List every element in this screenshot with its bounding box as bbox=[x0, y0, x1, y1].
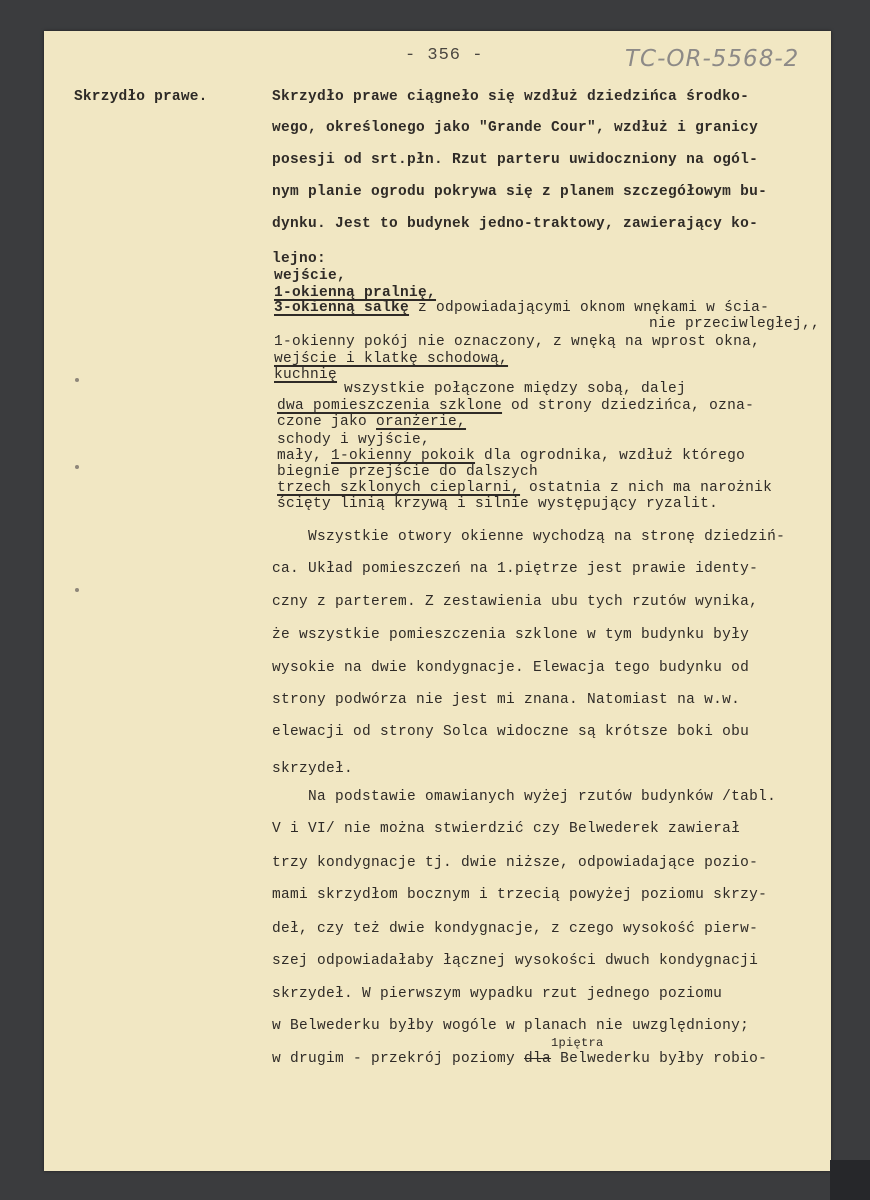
struck-word: dla bbox=[524, 1051, 552, 1067]
punch-hole bbox=[75, 378, 79, 382]
text-line: lejno: bbox=[272, 251, 327, 267]
text-line: deł, czy też dwie kondygnacje, z czego wysokość pierw- bbox=[272, 921, 759, 937]
text-line: mami skrzydłom bocznym i trzecią powyżej poziomu skrzy- bbox=[272, 887, 768, 903]
text-line: strony podwórza nie jest mi znana. Natomiast na w.w. bbox=[272, 692, 741, 708]
text-line: V i VI/ nie można stwierdzić czy Belwederek zawierał bbox=[272, 821, 741, 837]
room-entrance: wejście, bbox=[274, 268, 347, 284]
text-line: Skrzydło prawe ciągneło się wzdłuż dziedzińca środko- bbox=[272, 89, 750, 105]
text-line: wszystkie połączone między sobą, dalej bbox=[344, 381, 687, 397]
text-line: skrzydeł. W pierwszym wypadku rzut jednego poziomu bbox=[272, 986, 723, 1002]
room-stairs-exit: schody i wyjście, bbox=[277, 432, 431, 448]
text-fragment: ostatnia z nich ma narożnik bbox=[520, 480, 773, 496]
page-number: - 356 - bbox=[405, 46, 484, 65]
text-fragment: z odpowiadającymi oknom wnękami w ścia- bbox=[409, 300, 770, 316]
text-line: w Belwederku byłby wogóle w planach nie uwzględniony; bbox=[272, 1018, 750, 1034]
room-gardener: 1-okienny pokoik bbox=[331, 448, 476, 464]
text-fragment: w drugim - przekrój poziomy bbox=[272, 1051, 525, 1067]
text-line: Na podstawie omawianych wyżej rzutów budynków /tabl. bbox=[272, 789, 777, 805]
text-line: trzy kondygnacje tj. dwie niższe, odpowiadające pozio- bbox=[272, 855, 759, 871]
text-line: wysokie na dwie kondygnacje. Elewacja tego budynku od bbox=[272, 660, 750, 676]
text-line: czny z parterem. Z zestawienia ubu tych rzutów wynika, bbox=[272, 594, 759, 610]
text-fragment: od strony dziedzińca, ozna- bbox=[502, 398, 755, 414]
text-line: nie przeciwległej,, bbox=[649, 316, 821, 332]
room-glazed: dwa pomieszczenia szklone bbox=[277, 398, 503, 414]
text-line: szej odpowiadałaby łącznej wysokości dwuch kondygnacji bbox=[272, 953, 759, 969]
text-fragment: dla ogrodnika, wzdłuż którego bbox=[475, 448, 746, 464]
room-unnamed: 1-okienny pokój nie oznaczony, z wnęką na wprost okna, bbox=[274, 334, 761, 350]
text-line: biegnie przejście do dalszych bbox=[277, 464, 539, 480]
room-orangery: oranżerie, bbox=[376, 414, 467, 430]
text-line: dynku. Jest to budynek jedno-traktowy, zawierający ko- bbox=[272, 216, 759, 232]
text-fragment: czone jako bbox=[277, 414, 377, 430]
text-line: nym planie ogrodu pokrywa się z planem szczegółowym bu- bbox=[272, 184, 768, 200]
room-kitchen: kuchnię bbox=[274, 367, 338, 383]
text-fragment: mały, bbox=[277, 448, 332, 464]
room-staircase: wejście i klatkę schodową, bbox=[274, 351, 509, 367]
underlying-page-corner bbox=[830, 1160, 870, 1200]
punch-hole bbox=[75, 465, 79, 469]
punch-hole bbox=[75, 588, 79, 592]
text-line: ca. Układ pomieszczeń na 1.piętrze jest prawie identy- bbox=[272, 561, 759, 577]
side-heading: Skrzydło prawe. bbox=[74, 89, 208, 105]
room-laundry: 1-okienną pralnię, bbox=[274, 285, 437, 301]
room-salka: 3-okienną salkę bbox=[274, 300, 410, 316]
room-greenhouses: trzech szklonych cieplarni, bbox=[277, 480, 521, 496]
text-line: Wszystkie otwory okienne wychodzą na stronę dziedziń- bbox=[272, 529, 786, 545]
handwritten-insertion: 1piętra bbox=[551, 1036, 604, 1050]
text-line: skrzydeł. bbox=[272, 761, 354, 777]
text-line: posesji od srt.płn. Rzut parteru uwidoczniony na ogól- bbox=[272, 152, 759, 168]
archive-signature: TC-OR-5568-2 bbox=[625, 46, 800, 72]
text-line: ścięty linią krzywą i silnie występujący ryzalit. bbox=[277, 496, 719, 512]
text-line: wego, określonego jako "Grande Cour", wzdłuż i granicy bbox=[272, 120, 759, 136]
text-fragment: Belwederku byłby robio- bbox=[551, 1051, 768, 1067]
text-line: elewacji od strony Solca widoczne są krótsze boki obu bbox=[272, 724, 750, 740]
text-line: że wszystkie pomieszczenia szklone w tym budynku były bbox=[272, 627, 750, 643]
